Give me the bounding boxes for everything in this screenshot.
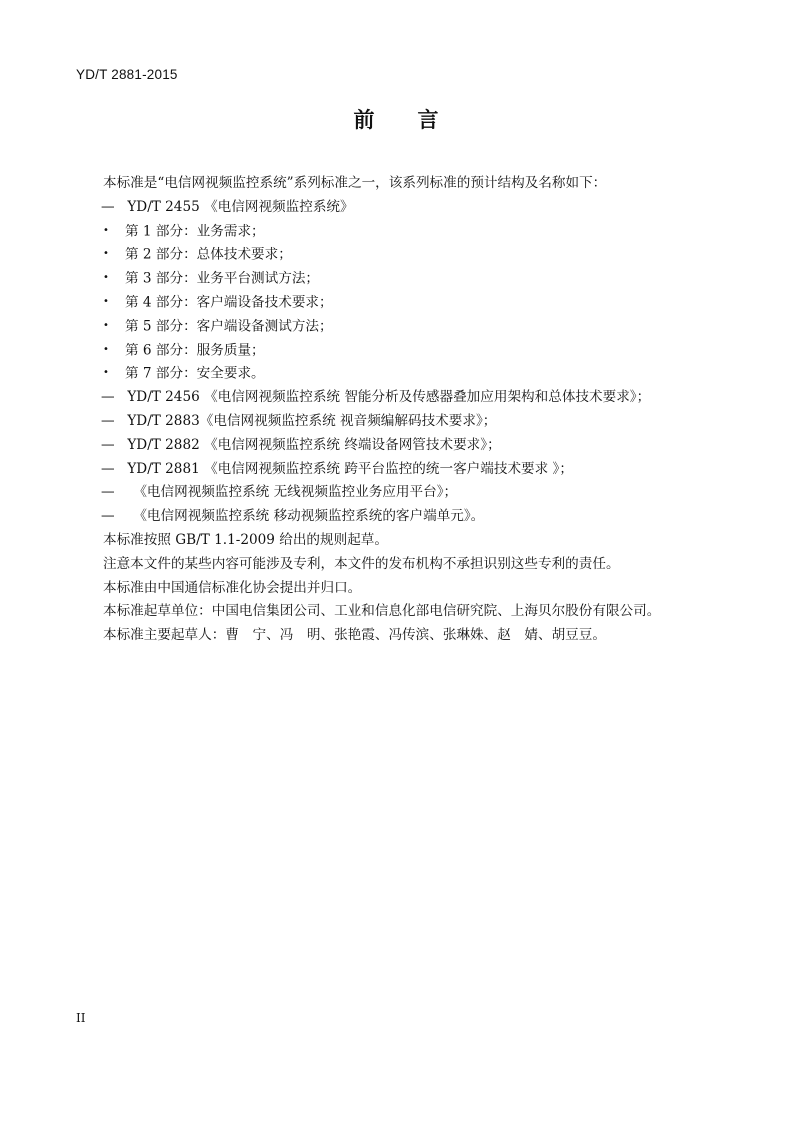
page-title [0,104,792,134]
dash-marker: — [101,436,115,453]
related-standard: — YD/T 2881 《电信网视频监控系统 跨平台监控的统一客户端技术要求 》； [101,458,743,482]
list-item: • 第 1 部分：业务需求； [103,220,743,244]
bullet-icon: • [103,248,109,260]
related-standard: — 《电信网视频监控系统 移动视频监控系统的客户端单元》。 [101,505,743,529]
related-standard: — YD/T 2883《电信网视频监控系统 视音频编解码技术要求》； [101,410,743,434]
dash-marker: — [101,198,115,215]
drafting-units-paragraph: 本标准起草单位：中国电信集团公司、工业和信息化部电信研究院、上海贝尔股份有限公司。 [103,603,661,620]
title-char-1: 前 [353,108,375,132]
list-item: • 第 5 部分：客户端设备测试方法； [103,315,743,339]
dash-marker: — [101,412,115,429]
bullet-icon: • [103,319,109,331]
title-char-2: 言 [417,108,439,132]
list-item: • 第 2 部分：总体技术要求； [103,243,743,267]
foreword-body [103,172,743,648]
list-item: • 第 6 部分：服务质量； [103,339,743,363]
patent-notice-paragraph: 注意本文件的某些内容可能涉及专利，本文件的发布机构不承担识别这些专利的责任。 [103,555,620,572]
bullet-icon: • [103,367,109,379]
bullet-icon: • [103,343,109,355]
dash-marker: — [101,460,115,477]
drafters-paragraph: 本标准主要起草人：曹 宁、冯 明、张艳霞、冯传滨、张琳姝、赵 婧、胡豆豆。 [103,627,606,644]
bullet-icon: • [103,224,109,236]
list-item: • 第 3 部分：业务平台测试方法； [103,267,743,291]
page-number: II [76,1011,86,1025]
bullet-icon: • [103,295,109,307]
bullet-icon: • [103,272,109,284]
list-item: • 第 4 部分：客户端设备技术要求； [103,291,743,315]
related-standard: — YD/T 2882 《电信网视频监控系统 终端设备网管技术要求》； [101,434,743,458]
related-standard: — 《电信网视频监控系统 无线视频监控业务应用平台》； [101,481,743,505]
dash-marker: — [101,389,115,406]
list-item: • 第 7 部分：安全要求。 [103,362,743,386]
drafting-rules-paragraph: 本标准按照 GB/T 1.1-2009 给出的规则起草。 [103,531,388,548]
series-line [101,196,743,220]
dash-marker: — [101,508,115,525]
series-title: YD/T 2455 《电信网视频监控系统》 [123,198,354,215]
document-code: YD/T 2881-2015 [76,67,178,82]
related-standard: — YD/T 2456 《电信网视频监控系统 智能分析及传感器叠加应用架构和总体技术要求》； [101,386,743,410]
proposer-paragraph: 本标准由中国通信标准化协会提出并归口。 [103,579,362,596]
intro-paragraph: 本标准是“电信网视频监控系统”系列标准之一，该系列标准的预计结构及名称如下： [103,175,607,191]
dash-marker: — [101,484,115,501]
